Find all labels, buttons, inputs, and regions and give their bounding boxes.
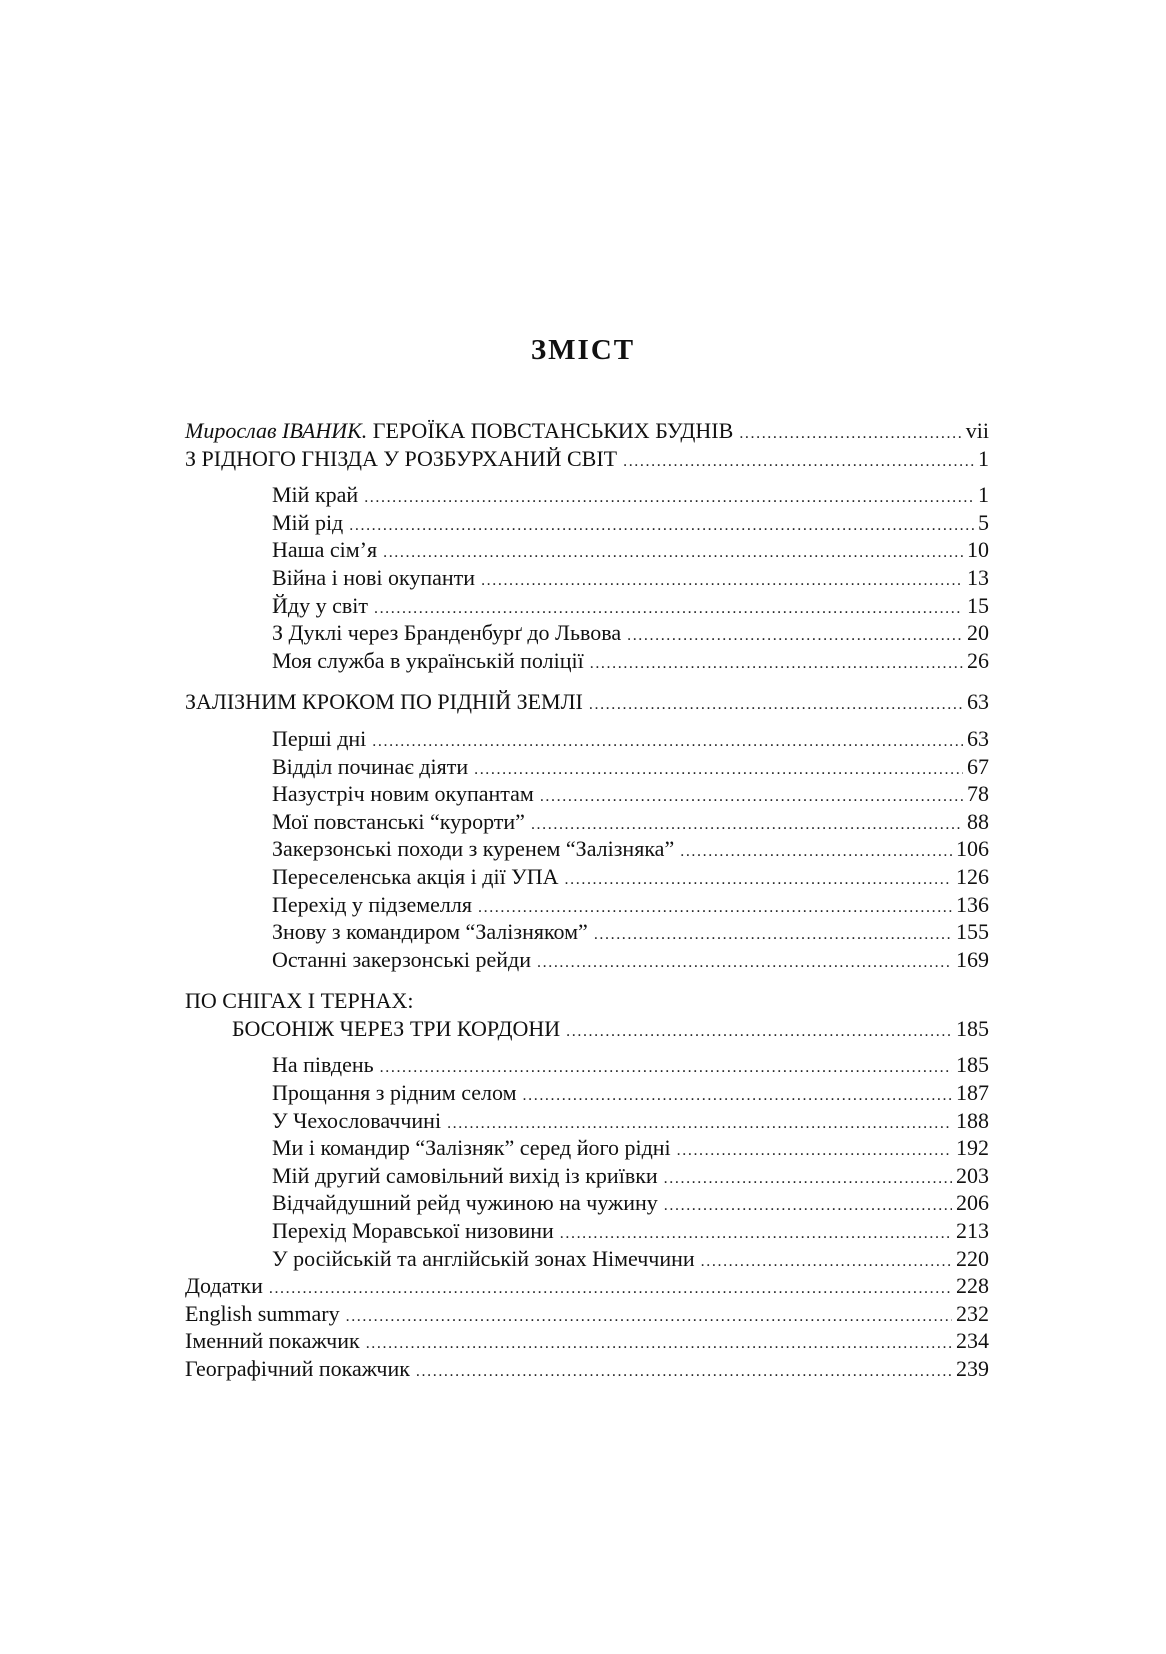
toc-entry[interactable] [185,808,989,836]
toc-entry-title: Відчайдушний рейд чужиною на чужину [272,1190,658,1216]
toc-entry[interactable] [185,1079,989,1107]
dot-leader [447,1110,952,1138]
toc-entry[interactable] [185,1134,989,1162]
toc-entry-title: БОСОНІЖ ЧЕРЕЗ ТРИ КОРДОНИ [232,1015,561,1041]
toc-page-number: 20 [967,620,989,646]
toc-entry-title: Переселенська акція і дії УПА [272,863,559,889]
toc-entry-title: У російській та англійській зонах Німеччини [272,1245,695,1271]
toc-entry[interactable] [185,863,989,891]
toc-entry[interactable] [185,1217,989,1245]
dot-leader [366,1330,952,1358]
dot-leader [374,595,963,623]
toc-page-number: 203 [956,1162,989,1188]
toc-entry[interactable] [185,509,989,537]
toc-page-number: 5 [978,509,989,535]
toc-entry-title: Відділ починає діяти [272,753,469,779]
toc-entry-title: Ми і командир “Залізняк” серед його рідні [272,1135,671,1161]
toc-entry-title: Мої повстанські “курорти” [272,808,525,834]
dot-leader [537,949,952,977]
toc-page-number: 63 [967,725,989,751]
toc-entry[interactable] [185,780,989,808]
dot-leader [540,783,963,811]
toc-page-number: 88 [967,808,989,834]
dot-leader [478,894,952,922]
toc-entry-title: З Дуклі через Бранденбурґ до Львова [272,620,622,646]
toc-entry-title: ПО СНІГАХ І ТЕРНАХ: [185,988,414,1014]
toc-entry-title: Останні закерзонські рейди [272,946,532,972]
toc-entry[interactable] [185,481,989,509]
toc-entry[interactable] [185,1051,989,1079]
dot-leader [680,838,952,866]
dot-leader [627,622,963,650]
toc-page-number: 206 [956,1190,989,1216]
toc-page-number: 106 [956,836,989,862]
toc-entry[interactable] [185,647,989,675]
toc-entry[interactable] [185,592,989,620]
toc-page-number: 213 [956,1218,989,1244]
toc-entry[interactable] [185,1245,989,1273]
toc-name-index[interactable] [185,1327,989,1355]
toc-entry-title: На південь [272,1052,374,1078]
toc-entry-title: Мирослав ІВАНИК. ГЕРОЇКА ПОВСТАНСЬКИХ БУДНІВ [185,418,734,443]
dot-leader [590,650,963,678]
dot-leader [664,1165,952,1193]
toc-entry-title: Наша сім’я [272,537,378,563]
toc-appendix[interactable] [185,1272,989,1300]
dot-leader [701,1248,952,1276]
toc-page-number: 1 [978,482,989,508]
toc-page-number: vii [965,418,989,443]
dot-leader [677,1137,952,1165]
toc-entry-title: Мій край [272,482,359,508]
toc-page-number: 26 [967,647,989,673]
toc-entry[interactable] [185,725,989,753]
toc-entry[interactable] [185,918,989,946]
toc-entry-title: Перехід Моравської низовини [272,1218,554,1244]
toc-entry[interactable] [185,1162,989,1190]
dot-leader [565,866,952,894]
table-of-contents [185,417,989,1383]
toc-entry-title: Перехід у підземелля [272,891,472,917]
toc-entry-author: Мирослав ІВАНИК. [185,418,368,443]
toc-part-3-line1[interactable] [185,987,989,1015]
toc-entry[interactable] [185,946,989,974]
toc-page-number: 192 [956,1135,989,1161]
toc-entry-title: З РІДНОГО ГНІЗДА У РОЗБУРХАНИЙ СВІТ [185,445,618,471]
toc-page-number: 1 [978,445,989,471]
toc-geographic-index[interactable] [185,1355,989,1383]
toc-entry-title: Географічний покажчик [185,1356,410,1381]
toc-entry-title: Іменний покажчик [185,1328,360,1354]
dot-leader [346,1303,952,1331]
toc-page-number: 13 [967,564,989,590]
dot-leader [383,539,963,567]
toc-entry[interactable] [185,891,989,919]
toc-entry-title: Додатки [185,1273,263,1299]
toc-entry-title: Моя служба в українській поліції [272,647,584,673]
toc-entry-title: Йду у світ [272,592,368,618]
toc-page-number: 228 [956,1273,989,1299]
dot-leader [560,1220,952,1248]
dot-leader [372,728,963,756]
dot-leader [623,448,974,476]
toc-page-number: 188 [956,1107,989,1133]
dot-leader [349,512,974,540]
toc-entry[interactable] [185,1107,989,1135]
dot-leader [739,420,961,448]
toc-entry-intro[interactable] [185,417,989,445]
toc-entry[interactable] [185,1189,989,1217]
toc-entry-title: У Чехословаччині [272,1107,442,1133]
dot-leader [594,921,952,949]
toc-page-number: 10 [967,537,989,563]
toc-entry-title: ЗАЛІЗНИМ КРОКОМ ПО РІДНІЙ ЗЕМЛІ [185,689,583,715]
toc-entry-title: Мій рід [272,509,344,535]
dot-leader [531,811,963,839]
dot-leader [416,1358,952,1386]
toc-part-2[interactable] [185,688,989,716]
toc-entry[interactable] [185,835,989,863]
toc-entry[interactable] [185,564,989,592]
toc-english-summary[interactable] [185,1300,989,1328]
toc-entry[interactable] [185,619,989,647]
dot-leader [481,567,963,595]
toc-entry-title: Прощання з рідним селом [272,1080,517,1106]
toc-page-number: 220 [956,1245,989,1271]
toc-page-number: 187 [956,1080,989,1106]
toc-page-number: 78 [967,781,989,807]
toc-entry-title: Перші дні [272,725,367,751]
dot-leader [664,1192,952,1220]
toc-page-number: 239 [956,1356,989,1381]
toc-entry-title: Назустріч новим окупантам [272,781,534,807]
toc-entry[interactable] [185,753,989,781]
toc-page-number: 232 [956,1300,989,1326]
dot-leader [523,1082,952,1110]
toc-entry-title: Знову з командиром “Залізняком” [272,919,588,945]
toc-page-number: 126 [956,863,989,889]
toc-page-number: 169 [956,946,989,972]
toc-entry-title: Війна і нові окупанти [272,564,476,590]
toc-entry[interactable] [185,536,989,564]
toc-page-number: 185 [956,1015,989,1041]
dot-leader [566,1018,952,1046]
toc-entry-title: Мій другий самовільний вихід із криївки [272,1162,658,1188]
toc-part-1[interactable] [185,445,989,473]
toc-entry-title: Закерзонські походи з куренем “Залізняка” [272,836,675,862]
toc-page-number: 234 [956,1328,989,1354]
dot-leader [364,484,974,512]
dot-leader [380,1054,952,1082]
toc-page-number: 155 [956,919,989,945]
toc-part-3[interactable] [185,1015,989,1043]
toc-page-number: 67 [967,753,989,779]
page-title: ЗМІСТ [530,334,636,366]
toc-page-number: 136 [956,891,989,917]
toc-entry-title: English summary [185,1300,340,1326]
toc-page-number: 15 [967,592,989,618]
dot-leader [474,756,963,784]
toc-page-number: 185 [956,1052,989,1078]
dot-leader [589,691,963,719]
dot-leader [269,1275,952,1303]
toc-page-number: 63 [967,689,989,715]
